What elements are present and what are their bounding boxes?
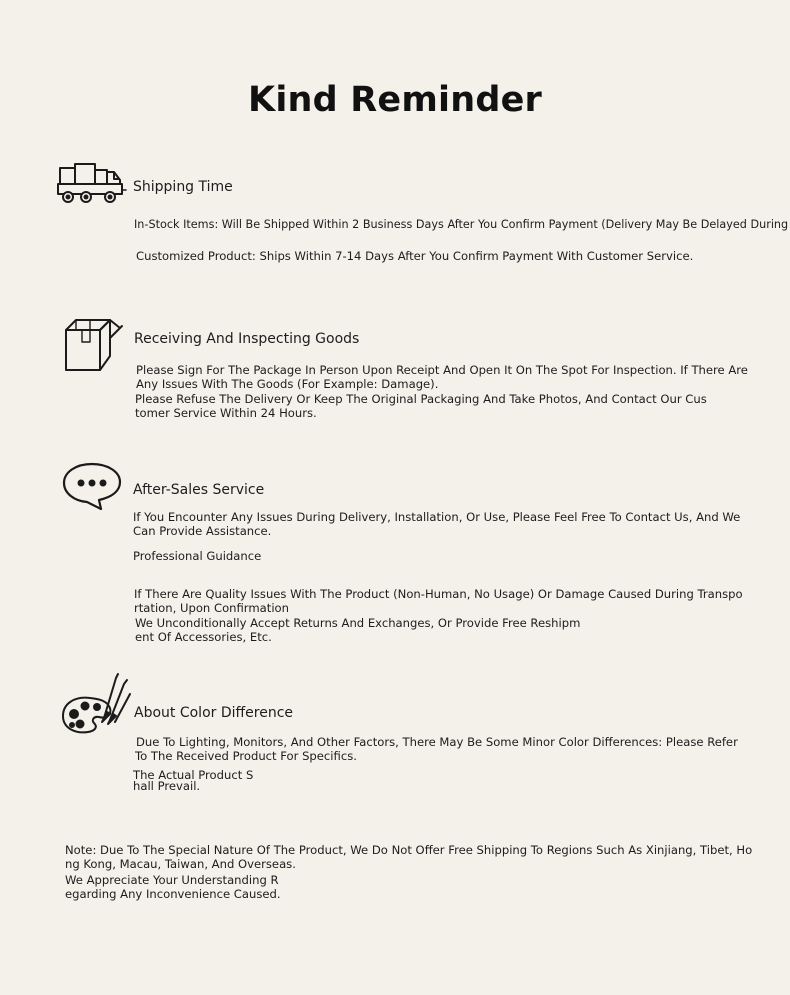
- shipping-line-1: In-Stock Items: Will Be Shipped Within 2 Business Days After You Confirm Payment (Delivery May Be Delayed During: [134, 217, 789, 231]
- receiving-line-2: Any Issues With The Goods (For Example: Damage).: [136, 377, 439, 391]
- shipping-line-2: Customized Product: Ships Within 7-14 Days After You Confirm Payment With Customer Service.: [136, 249, 694, 263]
- receiving-line-3: Please Refuse The Delivery Or Keep The Original Packaging And Take Photos, And Contact Our Cus: [135, 392, 707, 406]
- note-line-2: ng Kong, Macau, Taiwan, And Overseas.: [65, 857, 296, 871]
- after-sales-line-7: ent Of Accessories, Etc.: [135, 630, 272, 644]
- after-sales-line-6: We Unconditionally Accept Returns And Exchanges, Or Provide Free Reshipm: [135, 616, 581, 630]
- after-sales-line-3: Professional Guidance: [133, 549, 262, 563]
- after-sales-line-4: If There Are Quality Issues With The Product (Non-Human, No Usage) Or Damage Caused During Transpo: [134, 587, 743, 601]
- after-sales-line-5: rtation, Upon Confirmation: [134, 601, 289, 615]
- color-line-1: Due To Lighting, Monitors, And Other Factors, There May Be Some Minor Color Differences: Please Refer: [136, 735, 738, 749]
- color-line-3: The Actual Product S: [133, 768, 254, 782]
- truck-icon: [56, 160, 128, 206]
- section-heading-after-sales: After-Sales Service: [133, 482, 265, 498]
- color-line-4: hall Prevail.: [133, 779, 201, 793]
- after-sales-line-1: If You Encounter Any Issues During Delivery, Installation, Or Use, Please Feel Free To Contact Us, And We: [133, 510, 741, 524]
- note-line-3: We Appreciate Your Understanding R: [65, 873, 279, 887]
- note-line-4: egarding Any Inconvenience Caused.: [65, 887, 281, 901]
- section-heading-color: About Color Difference: [134, 705, 294, 721]
- receiving-line-1: Please Sign For The Package In Person Upon Receipt And Open It On The Spot For Inspection. If There Are: [136, 363, 748, 377]
- chat-bubble-icon: [61, 461, 123, 511]
- color-line-2: To The Received Product For Specifics.: [135, 749, 357, 763]
- section-heading-receiving: Receiving And Inspecting Goods: [134, 331, 360, 347]
- receiving-line-4: tomer Service Within 24 Hours.: [135, 406, 317, 420]
- palette-brushes-icon: [60, 672, 132, 738]
- section-heading-shipping: Shipping Time: [133, 179, 233, 195]
- page-title: Kind Reminder: [248, 80, 542, 120]
- package-box-icon: [62, 316, 124, 374]
- after-sales-line-2: Can Provide Assistance.: [133, 524, 272, 538]
- note-line-1: Note: Due To The Special Nature Of The Product, We Do Not Offer Free Shipping To Regions Such As Xinjiang, Tibet, Ho: [65, 843, 753, 857]
